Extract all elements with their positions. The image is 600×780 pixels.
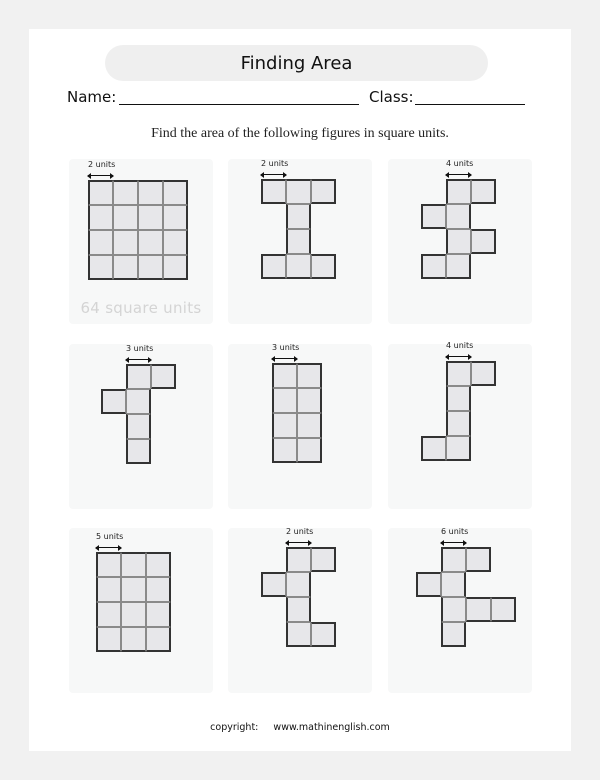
double-arrow-icon <box>88 175 113 176</box>
grid-cell <box>441 622 466 647</box>
dimension-marker <box>88 160 116 180</box>
grid-cell <box>113 255 138 280</box>
grid-cell <box>297 438 322 463</box>
grid-cell <box>311 547 336 572</box>
grid-cell <box>88 255 113 280</box>
figure-card-4 <box>69 344 213 509</box>
figure-card-9 <box>388 528 532 693</box>
grid-cell <box>286 622 311 647</box>
grid-cell <box>466 547 491 572</box>
dimension-marker <box>286 527 314 547</box>
grid-cell <box>96 602 121 627</box>
figure-card-1 <box>69 159 213 324</box>
grid-cell <box>88 180 113 205</box>
figure-card-8 <box>228 528 372 693</box>
dimension-label: 3 units <box>126 344 154 353</box>
grid-cell <box>441 572 466 597</box>
grid-cell <box>146 627 171 652</box>
grid-cell <box>138 205 163 230</box>
grid-cell <box>311 254 336 279</box>
grid-cell <box>113 205 138 230</box>
grid-cell <box>446 386 471 411</box>
grid-cell <box>297 413 322 438</box>
grid-cell <box>421 436 446 461</box>
figure-card-7 <box>69 528 213 693</box>
grid-cell <box>126 439 151 464</box>
dimension-marker <box>261 159 289 179</box>
grid-cell <box>471 229 496 254</box>
grid-cell <box>261 254 286 279</box>
website-link[interactable]: www.mathinenglish.com <box>273 722 390 733</box>
figure-card-5 <box>228 344 372 509</box>
grid-cell <box>272 388 297 413</box>
grid-cell <box>446 204 471 229</box>
double-arrow-icon <box>441 542 466 543</box>
double-arrow-icon <box>261 174 286 175</box>
grid-cell <box>272 413 297 438</box>
figure-card-2 <box>228 159 372 324</box>
grid-cell <box>88 205 113 230</box>
dimension-marker <box>126 344 154 364</box>
grid-cell <box>471 179 496 204</box>
grid-cell <box>286 204 311 229</box>
grid-cell <box>286 572 311 597</box>
class-input-line[interactable] <box>415 104 525 105</box>
grid-cell <box>286 179 311 204</box>
dimension-label: 2 units <box>286 527 314 536</box>
grid-cell <box>121 602 146 627</box>
grid-cell <box>286 597 311 622</box>
double-arrow-icon <box>96 547 121 548</box>
grid-cell <box>272 438 297 463</box>
grid-cell <box>421 204 446 229</box>
dimension-label: 2 units <box>261 159 289 168</box>
name-class-row <box>67 88 537 110</box>
grid-cell <box>126 414 151 439</box>
grid-cell <box>126 389 151 414</box>
grid-cell <box>138 230 163 255</box>
figure-card-3 <box>388 159 532 324</box>
grid-cell <box>96 552 121 577</box>
dimension-marker <box>441 527 469 547</box>
grid-cell <box>311 622 336 647</box>
name-label: Name: <box>67 88 117 106</box>
dimension-label: 2 units <box>88 160 116 169</box>
dimension-marker <box>446 341 474 361</box>
instructions: Find the area of the following figures in square units. <box>151 126 449 141</box>
grid-cell <box>113 230 138 255</box>
figure-card-6 <box>388 341 532 509</box>
double-arrow-icon <box>446 174 471 175</box>
grid-cell <box>446 229 471 254</box>
grid-cell <box>286 254 311 279</box>
grid-cell <box>151 364 176 389</box>
dimension-label: 5 units <box>96 532 124 541</box>
grid-cell <box>441 597 466 622</box>
grid-cell <box>121 627 146 652</box>
grid-cell <box>138 255 163 280</box>
dimension-marker <box>96 532 124 552</box>
footer <box>0 722 600 733</box>
grid-cell <box>261 572 286 597</box>
grid-cell <box>466 597 491 622</box>
double-arrow-icon <box>272 358 297 359</box>
grid-cell <box>441 547 466 572</box>
grid-cell <box>297 363 322 388</box>
grid-cell <box>163 205 188 230</box>
double-arrow-icon <box>126 359 151 360</box>
grid-cell <box>446 179 471 204</box>
grid-cell <box>421 254 446 279</box>
copyright-label: copyright: <box>210 722 259 733</box>
grid-cell <box>101 389 126 414</box>
grid-cell <box>286 547 311 572</box>
grid-cell <box>491 597 516 622</box>
grid-cell <box>286 229 311 254</box>
dimension-label: 6 units <box>441 527 469 536</box>
worksheet-title: Finding Area <box>105 45 488 81</box>
double-arrow-icon <box>286 542 311 543</box>
grid-cell <box>261 179 286 204</box>
grid-cell <box>471 361 496 386</box>
grid-cell <box>446 436 471 461</box>
grid-cell <box>446 254 471 279</box>
grid-cell <box>113 180 138 205</box>
grid-cell <box>121 552 146 577</box>
grid-cell <box>146 577 171 602</box>
grid-cell <box>311 179 336 204</box>
grid-cell <box>163 180 188 205</box>
grid-cell <box>96 627 121 652</box>
grid-cell <box>446 411 471 436</box>
dimension-marker <box>272 343 300 363</box>
grid-cell <box>146 602 171 627</box>
grid-cell <box>416 572 441 597</box>
grid-cell <box>146 552 171 577</box>
dimension-label: 3 units <box>272 343 300 352</box>
grid-cell <box>163 255 188 280</box>
grid-cell <box>96 577 121 602</box>
dimension-label: 4 units <box>446 341 474 350</box>
grid-cell <box>126 364 151 389</box>
double-arrow-icon <box>446 356 471 357</box>
answer-text: 64 square units <box>80 299 202 317</box>
grid-cell <box>446 361 471 386</box>
dimension-label: 4 units <box>446 159 474 168</box>
grid-cell <box>163 230 188 255</box>
class-label: Class: <box>369 88 414 106</box>
grid-cell <box>272 363 297 388</box>
grid-cell <box>88 230 113 255</box>
dimension-marker <box>446 159 474 179</box>
grid-cell <box>297 388 322 413</box>
grid-cell <box>138 180 163 205</box>
name-input-line[interactable] <box>119 104 359 105</box>
grid-cell <box>121 577 146 602</box>
